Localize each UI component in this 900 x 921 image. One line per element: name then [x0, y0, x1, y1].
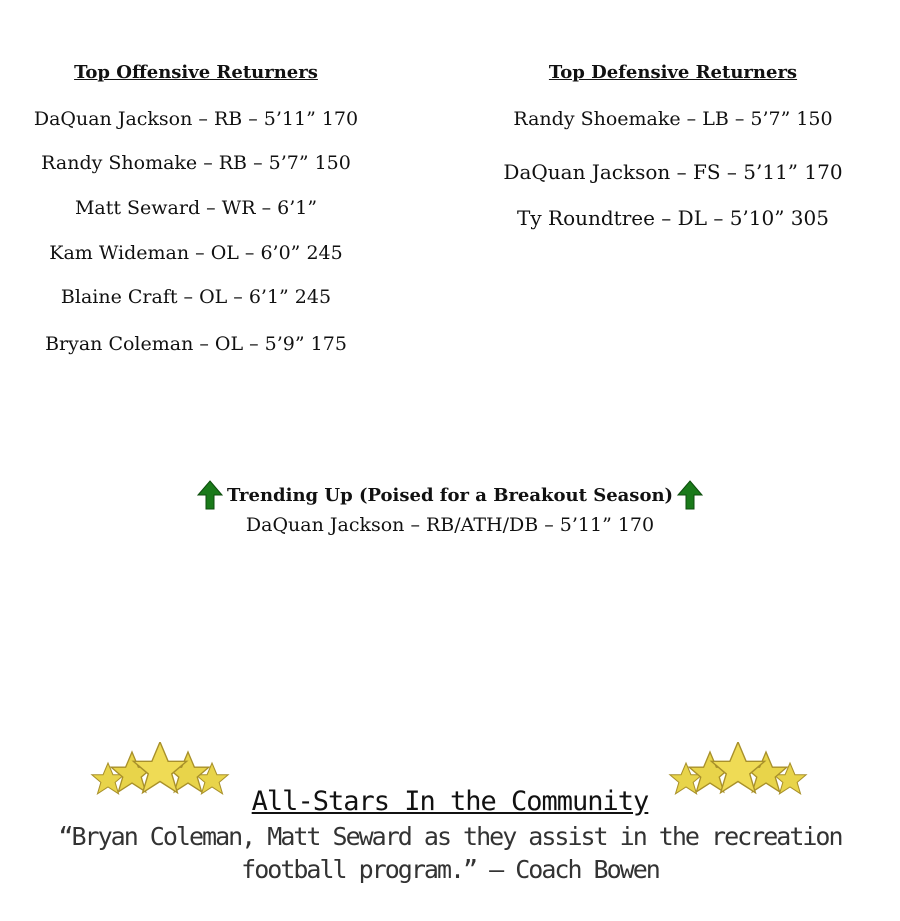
offensive-player-3: Matt Seward – WR – 6’1” [74, 197, 318, 219]
offensive-returners-heading: Top Offensive Returners [74, 62, 318, 83]
defensive-player-2: DaQuan Jackson – FS – 5’11” 170 [503, 160, 843, 184]
offensive-player-5: Blaine Craft – OL – 6’1” 245 [60, 286, 332, 308]
defensive-returners-heading: Top Defensive Returners [548, 62, 798, 83]
trending-up-title: Trending Up (Poised for a Breakout Season) [226, 484, 674, 506]
defensive-player-3: Ty Roundtree – DL – 5’10” 305 [517, 206, 829, 230]
green-up-arrow-icon [677, 480, 703, 510]
trending-up-title-row [197, 480, 703, 510]
green-up-arrow-icon [197, 480, 223, 510]
coach-quote: “Bryan Coleman, Matt Seward as they assist in the recreation football program.” – Coach Bowen [58, 822, 842, 884]
offensive-player-2: Randy Shomake – RB – 5’7” 150 [41, 152, 351, 174]
trending-up-player: DaQuan Jackson – RB/ATH/DB – 5’11” 170 [245, 514, 655, 536]
offensive-player-6: Bryan Coleman – OL – 5’9” 175 [45, 333, 347, 355]
offensive-player-1: DaQuan Jackson – RB – 5’11” 170 [33, 108, 359, 130]
trending-up-section [0, 480, 900, 536]
offensive-player-4: Kam Wideman – OL – 6’0” 245 [49, 242, 343, 264]
defensive-player-1: Randy Shoemake – LB – 5’7” 150 [513, 108, 833, 130]
all-stars-community-title: All-Stars In the Community [251, 786, 649, 817]
